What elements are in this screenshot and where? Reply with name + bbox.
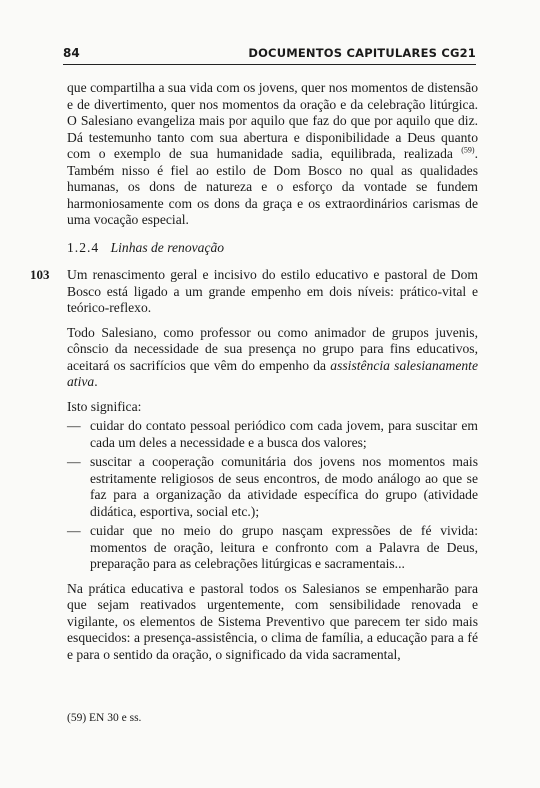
body-text: [30, 80, 478, 663]
margin-paragraph-number: 103: [30, 267, 50, 282]
paragraph-1-text-before: que compartilha a sua vida com os jovens, quer nos momentos de distensão e de divertimento, quer nos momentos da oração e da celebração litúrgica. O Salesiano evangeliza mais por aquilo que faz do que por aquilo que diz. Dá testemunho tanto com sua abertura e disponibilidade a Deus quanto com o exemplo de sua humanidade sadia, equilibrada, realizada: [67, 80, 478, 161]
list-item: [67, 523, 478, 573]
list-item-text: suscitar a cooperação comunitária dos jovens nos momentos mais estritamente religiosos de seus encontros, de modo análogo ao que se faz para a organização da atividade específica do grupo (atividade didática, esportiva, social etc.);: [90, 454, 478, 519]
paragraph-3: [67, 325, 478, 391]
list-item: [67, 454, 478, 520]
list-item-text: cuidar que no meio do grupo nasçam expressões de fé vivida: momentos de oração, leitura e confronto com a Palavra de Deus, preparação para as celebrações litúrgicas e sacramentais...: [90, 523, 478, 571]
paragraph-1: [67, 80, 478, 229]
page-number: 84: [63, 46, 80, 60]
list-intro: Isto significa:: [67, 398, 142, 414]
section-number: 1.2.4: [67, 239, 100, 255]
section-title: Linhas de renovação: [110, 239, 225, 255]
footnote-reference: (59): [461, 145, 475, 155]
list-item-text: cuidar do contato pessoal periódico com cada jovem, para suscitar em cada um deles a necessidade e a busca dos valores;: [90, 418, 478, 450]
page-header: [63, 44, 476, 65]
paragraph-1-text-after: . Também nisso é fiel ao estilo de Dom Bosco no qual as qualidades humanas, os dons de natureza e o esforço da vontade se fundem harmoniosamente com os dons da graça e os extraordinários carismas de uma vocação especial.: [67, 146, 478, 227]
paragraph-3-emphasis: assistência salesianamente ativa: [67, 357, 478, 389]
dash-marker: —: [67, 454, 81, 469]
paragraph-4: Na prática educativa e pastoral todos os Salesianos se empenharão para que sejam reativados urgentemente, com sensibilidade renovada e vigilante, os elementos de Sistema Preventivo que parecem ter sido mais esquecidos: a presença-assistência, o clima de família, a educação para a fé e para o sentido da oração, o significado da vida sacramental,: [67, 580, 478, 662]
footnote: (59) EN 30 e ss.: [67, 712, 142, 724]
paragraph-3-text: Todo Salesiano, como professor ou como animador de grupos juvenis, cônscio da necessidade de sua presença no grupo para fins educativos, aceitará os sacrifícios que vêm do empenho da: [67, 324, 478, 373]
paragraph-3-end: .: [94, 374, 98, 389]
paragraph-2: Um renascimento geral e incisivo do estilo educativo e pastoral de Dom Bosco está ligado a um grande empenho em dois níveis: prático-vital e teórico-reflexo.: [67, 267, 478, 315]
bullet-list: [67, 418, 478, 573]
section-heading: [67, 240, 478, 257]
list-item: [67, 418, 478, 451]
dash-marker: —: [67, 418, 81, 433]
paragraph-2-wrapper: [30, 267, 478, 317]
running-title: DOCUMENTOS CAPITULARES CG21: [248, 46, 476, 60]
dash-marker: —: [67, 523, 81, 538]
